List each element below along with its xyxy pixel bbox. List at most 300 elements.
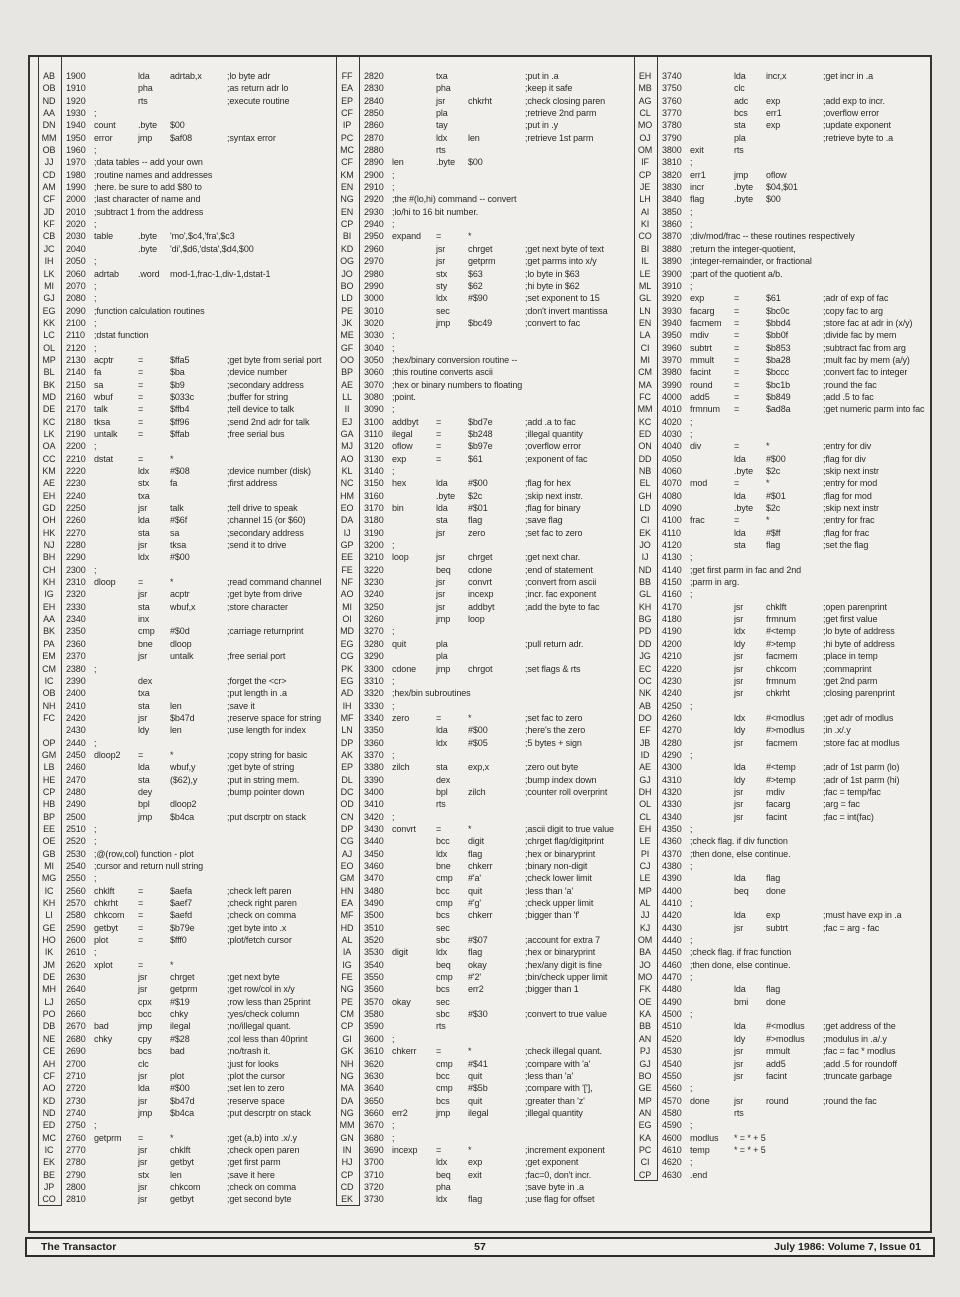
code-ck: GK [340, 1046, 354, 1057]
code-arg: $00 [170, 120, 185, 131]
code-lbl: err1 [690, 169, 706, 180]
code-lbl: ;hex/binary conversion routine -- [392, 354, 518, 365]
code-lbl: ; [94, 947, 97, 958]
code-lbl: oflow [392, 441, 413, 452]
code-cmt: ;fac = int(fac) [823, 811, 874, 822]
code-op: sta [436, 515, 448, 526]
code-line [336, 218, 629, 230]
code-line [634, 613, 927, 625]
code-ck: KH [42, 577, 56, 588]
code-op: lda [734, 71, 746, 81]
code-arg: $b4ca [170, 1107, 195, 1118]
code-op: sta [734, 120, 746, 131]
code-arg: flag [468, 947, 483, 958]
code-ck: LK [43, 268, 55, 279]
code-op: sta [138, 527, 150, 538]
code-num: 2780 [66, 1157, 86, 1168]
code-ck: NB [638, 466, 652, 476]
code-lbl: .end [690, 1169, 708, 1180]
code-num: 2200 [66, 441, 86, 452]
code-line [336, 477, 629, 489]
code-num: 3940 [662, 317, 682, 328]
code-op: jsr [138, 1157, 148, 1168]
code-op: lda [734, 453, 746, 464]
code-num: 2820 [364, 71, 384, 81]
code-ck: ON [638, 441, 652, 452]
code-num: 4630 [662, 1169, 682, 1180]
code-lbl: ; [94, 108, 97, 119]
code-line [336, 1033, 629, 1045]
code-ck: EN [340, 206, 354, 217]
code-ck: GA [340, 428, 354, 439]
code-ck: JE [639, 182, 651, 193]
code-line [634, 391, 927, 403]
code-num: 4240 [662, 688, 682, 699]
code-op: jmp [436, 614, 451, 625]
code-op: cpx [138, 996, 152, 1007]
code-ck: OB [42, 145, 56, 156]
code-op: ldy [734, 725, 746, 736]
code-num: 3230 [364, 577, 384, 588]
code-ck: MA [340, 1083, 354, 1094]
code-arg: #'2' [468, 972, 482, 983]
code-line [336, 132, 629, 144]
code-op: jsr [734, 675, 744, 686]
code-line [336, 428, 629, 440]
code-op: ldx [436, 848, 448, 859]
code-line [38, 835, 331, 847]
code-cmt: ;store fac at adr in (x/y) [823, 317, 913, 328]
code-num: 3370 [364, 749, 384, 760]
code-num: 3460 [364, 861, 384, 871]
code-cmt: ;get next byte of text [525, 243, 604, 254]
code-arg: #>temp [766, 638, 796, 649]
code-lbl: ;@(row,col) function - plot [94, 848, 194, 859]
code-num: 4310 [662, 774, 682, 785]
code-ck: MA [638, 379, 652, 390]
code-line [634, 82, 927, 94]
code-arg: chkerr [468, 861, 493, 871]
code-cmt: ;bin/check upper limit [525, 972, 608, 983]
code-op: bcc [436, 836, 450, 847]
code-ck: AH [42, 1058, 56, 1069]
code-line [336, 169, 629, 181]
code-num: 3680 [364, 1132, 384, 1143]
code-line [336, 737, 629, 749]
code-cmt: ;check closing paren [525, 95, 606, 106]
code-num: 4450 [662, 947, 682, 958]
code-op: bne [436, 861, 451, 871]
code-op: dey [138, 786, 153, 797]
code-arg: chkcom [766, 663, 797, 674]
code-op: = [138, 354, 144, 365]
code-ck: OI [342, 614, 352, 625]
code-op: sta [436, 762, 448, 773]
code-arg: okay [468, 959, 487, 970]
code-op: = [138, 379, 144, 390]
code-line [634, 872, 927, 884]
code-num: 4210 [662, 651, 682, 662]
code-op: rts [436, 145, 446, 156]
code-num: 2650 [66, 996, 86, 1007]
code-arg: $ff96 [170, 416, 190, 427]
code-line [634, 317, 927, 329]
code-lbl: talk [94, 404, 108, 415]
code-line [634, 650, 927, 662]
code-lbl: ; [690, 972, 693, 983]
code-cmt: ;free serial bus [227, 428, 285, 439]
code-ck: OL [43, 342, 55, 353]
code-lbl: round [690, 379, 713, 390]
code-line [336, 749, 629, 761]
code-cmt: ;check upper limit [525, 898, 594, 909]
code-ck: MJ [341, 441, 353, 452]
code-arg: acptr [170, 589, 190, 600]
code-op: beq [436, 1169, 451, 1180]
code-lbl: hex [392, 478, 407, 489]
code-arg: #>temp [766, 774, 796, 785]
code-op: tay [436, 120, 448, 131]
code-num: 2070 [66, 280, 86, 291]
code-line [336, 1181, 629, 1193]
code-ck: LN [341, 725, 353, 736]
code-ck: HJ [341, 1157, 353, 1168]
code-line [634, 675, 927, 687]
code-num: 4020 [662, 416, 682, 427]
code-arg: chky [170, 1009, 189, 1020]
code-num: 4290 [662, 749, 682, 760]
code-ck: HK [42, 527, 56, 538]
code-lbl: frmnum [690, 404, 720, 415]
code-op: cpy [138, 1033, 152, 1044]
code-line [634, 700, 927, 712]
code-ck: AO [340, 589, 354, 600]
code-arg: talk [170, 503, 184, 514]
code-cmt: ;keep it safe [525, 83, 573, 94]
code-ck: LJ [44, 996, 54, 1007]
code-arg: $af08 [170, 132, 193, 143]
code-num: 3850 [662, 206, 682, 217]
code-lbl: ; [94, 280, 97, 291]
code-arg: #<temp [766, 626, 796, 637]
code-line [336, 798, 629, 810]
code-arg: $bccc [766, 367, 790, 378]
code-num: 2490 [66, 799, 86, 810]
code-cmt: ;skip next instr [823, 466, 879, 476]
code-ck: BP [43, 811, 55, 822]
code-line [38, 909, 331, 921]
code-num: 3600 [364, 1033, 384, 1044]
code-ck: AN [638, 1033, 652, 1044]
code-num: 2020 [66, 219, 86, 230]
code-line [38, 243, 331, 255]
code-cmt: ;tell device to talk [227, 404, 295, 415]
code-lbl: ; [94, 441, 97, 452]
code-ck: MD [340, 626, 354, 637]
code-num: 2580 [66, 910, 86, 921]
code-ck: CO [638, 231, 652, 242]
code-num: 1920 [66, 95, 86, 106]
code-line [336, 625, 629, 637]
code-num: 4150 [662, 577, 682, 588]
code-op: pla [436, 638, 448, 649]
code-lbl: flag [690, 194, 705, 205]
code-line [38, 70, 331, 82]
code-ck: KK [43, 317, 55, 328]
code-op: adc [734, 95, 749, 106]
code-ck: NH [340, 1058, 354, 1069]
code-ck: BI [640, 243, 650, 254]
code-op: .byte [138, 231, 158, 242]
code-num: 2320 [66, 589, 86, 600]
code-num: 3020 [364, 317, 384, 328]
code-ck: CB [42, 231, 56, 242]
code-num: 3170 [364, 503, 384, 514]
code-cmt: ;add .5 to fac [823, 391, 874, 402]
code-arg: $ba28 [766, 354, 791, 365]
code-line [634, 477, 927, 489]
code-arg: $2c [766, 466, 781, 476]
code-arg: $aefa [170, 885, 193, 896]
code-ck: JJ [44, 157, 54, 168]
code-ck: IJ [343, 527, 351, 538]
code-line [336, 946, 629, 958]
code-ck: JD [43, 206, 55, 217]
code-op: jmp [138, 1107, 153, 1118]
code-ck: MC [42, 1132, 56, 1143]
code-line [634, 156, 927, 168]
code-arg: exp [468, 1157, 483, 1168]
code-ck: LD [639, 503, 651, 514]
code-num: 2920 [364, 194, 384, 205]
code-line [634, 922, 927, 934]
code-cmt: ;check on comma [227, 1181, 297, 1192]
code-arg: getprm [170, 984, 198, 995]
code-op: stx [436, 268, 448, 279]
code-cmt: ;convert to fac [525, 317, 581, 328]
code-ck: AA [43, 614, 55, 625]
code-arg: $bc49 [468, 317, 493, 328]
code-num: 3540 [364, 959, 384, 970]
code-ck: OD [340, 799, 354, 810]
code-num: 3240 [364, 589, 384, 600]
code-line [634, 1070, 927, 1082]
code-num: 3790 [662, 132, 682, 143]
code-op: = [436, 712, 442, 723]
code-num: 3220 [364, 564, 384, 575]
code-num: 4590 [662, 1120, 682, 1131]
code-ck: LE [639, 268, 651, 279]
code-ck: CG [340, 651, 354, 662]
code-op: jsr [436, 256, 446, 267]
code-op: lda [734, 984, 746, 995]
code-cmt: ;bump pointer down [227, 786, 305, 797]
code-arg: flag [468, 1194, 483, 1205]
code-num: 4170 [662, 601, 682, 612]
code-num: 2740 [66, 1107, 86, 1118]
code-line [336, 1169, 629, 1181]
code-arg: quit [468, 885, 483, 896]
code-op: bcc [436, 1070, 450, 1081]
code-ck: EK [341, 1194, 353, 1205]
code-num: 4130 [662, 552, 682, 563]
code-arg: chklft [170, 1144, 191, 1155]
code-arg: sa [170, 527, 180, 538]
code-ck: PE [341, 305, 353, 316]
code-line [38, 971, 331, 983]
code-ck: EO [340, 503, 354, 514]
code-ck: CE [42, 1046, 56, 1057]
code-line [38, 514, 331, 526]
code-lbl: ; [94, 663, 97, 674]
code-num: 2510 [66, 823, 86, 834]
code-line [336, 860, 629, 872]
code-lbl: ; [690, 700, 693, 711]
code-cmt: ;must have exp in .a [823, 910, 902, 921]
code-lbl: ;subtract 1 from the address [94, 206, 204, 217]
code-ck: OM [637, 145, 653, 156]
code-op: sta [138, 774, 150, 785]
code-num: 3350 [364, 725, 384, 736]
code-line [634, 95, 927, 107]
code-ck: CI [640, 515, 650, 526]
code-num: 3760 [662, 95, 682, 106]
code-op: beq [436, 564, 451, 575]
code-op: = [734, 293, 740, 304]
code-cmt: ;channel 15 (or $60) [227, 515, 306, 526]
code-line [38, 206, 331, 218]
code-arg: #<modlus [766, 712, 805, 723]
code-num: 3260 [364, 614, 384, 625]
code-cmt: ;bigger than 'f' [525, 910, 580, 921]
code-num: 3980 [662, 367, 682, 378]
code-ck: ME [340, 330, 354, 341]
code-op: = [138, 1132, 144, 1143]
code-num: 2800 [66, 1181, 86, 1192]
code-line [634, 453, 927, 465]
code-arg: #$00 [170, 1083, 190, 1094]
code-cmt: ;row less than 25print [227, 996, 311, 1007]
code-line [38, 1144, 331, 1156]
code-num: 4390 [662, 873, 682, 884]
code-cmt: ;plot the cursor [227, 1070, 285, 1081]
code-ck: FC [639, 391, 651, 402]
code-num: 2390 [66, 675, 86, 686]
code-ck: JG [639, 651, 651, 662]
code-cmt: ;reserve space [227, 1095, 285, 1106]
code-num: 1950 [66, 132, 86, 143]
code-arg: $b9 [170, 379, 185, 390]
code-op: = [734, 367, 740, 378]
code-line [336, 107, 629, 119]
code-line [38, 959, 331, 971]
code-line [634, 280, 927, 292]
code-op: ldy [734, 1033, 746, 1044]
code-lbl: ; [94, 836, 97, 847]
code-line [634, 107, 927, 119]
code-num: 4560 [662, 1083, 682, 1094]
code-line [634, 1058, 927, 1070]
code-ck: CH [42, 564, 56, 575]
code-line [336, 243, 629, 255]
code-cmt: ;hi byte in $62 [525, 280, 580, 291]
code-arg: getbyt [170, 1194, 194, 1205]
code-lbl: ; [690, 823, 693, 834]
code-lbl: xplot [94, 959, 113, 970]
code-ck: GJ [43, 293, 55, 304]
code-op: cmp [436, 1083, 453, 1094]
code-ck: CM [42, 663, 56, 674]
code-op: txa [138, 490, 150, 501]
code-ck: DD [638, 638, 652, 649]
code-num: 3120 [364, 441, 384, 452]
code-line [38, 1193, 331, 1205]
code-arg: $ffa5 [170, 354, 190, 365]
code-line [634, 1107, 927, 1119]
code-num: 2730 [66, 1095, 86, 1106]
code-num: 3820 [662, 169, 682, 180]
code-op: lda [138, 762, 150, 773]
code-cmt: ;update exponent [823, 120, 891, 131]
code-ck: IL [641, 256, 649, 267]
code-op: ldx [436, 293, 448, 304]
code-line [38, 1119, 331, 1131]
code-line [336, 490, 629, 502]
code-ck: DL [341, 774, 353, 785]
code-num: 3300 [364, 663, 384, 674]
code-op: = [138, 453, 144, 464]
code-ck: PK [341, 663, 353, 674]
code-line [336, 959, 629, 971]
code-op: * = * + 5 [734, 1144, 766, 1155]
code-lbl: ; [392, 749, 395, 760]
code-ck: LA [639, 330, 651, 341]
code-arg: ilegal [170, 1021, 191, 1032]
code-cmt: ;fac=0, don't incr. [525, 1169, 592, 1180]
code-line [336, 1132, 629, 1144]
code-op: jsr [138, 972, 148, 983]
code-cmt: ;copy fac to arg [823, 305, 883, 316]
code-num: 2960 [364, 243, 384, 254]
code-arg: wbuf,x [170, 601, 196, 612]
code-lbl: ;hex/bin subroutines [392, 688, 471, 699]
code-ck: GH [638, 490, 652, 501]
code-num: 4470 [662, 972, 682, 983]
code-op: rts [436, 799, 446, 810]
code-num: 2160 [66, 391, 86, 402]
code-ck: GM [41, 749, 57, 760]
code-op: jmp [138, 811, 153, 822]
code-lbl: ;data tables -- add your own [94, 157, 203, 168]
code-arg: done [766, 885, 786, 896]
code-ck: FF [341, 71, 353, 81]
code-num: 2250 [66, 503, 86, 514]
code-lbl: quit [392, 638, 407, 649]
code-ck: MI [342, 601, 352, 612]
code-cmt: ;incr. fac exponent [525, 589, 597, 600]
code-cmt: ;get 2nd parm [823, 675, 878, 686]
code-arg: tksa [170, 540, 187, 551]
code-line [634, 712, 927, 724]
code-arg: $b248 [468, 428, 493, 439]
code-line [634, 1045, 927, 1057]
code-lbl: ; [392, 466, 395, 476]
code-op: lda [436, 725, 448, 736]
code-num: 4050 [662, 453, 682, 464]
code-op: = [734, 354, 740, 365]
code-lbl: exp [690, 293, 705, 304]
code-arg: #'g' [468, 898, 482, 909]
